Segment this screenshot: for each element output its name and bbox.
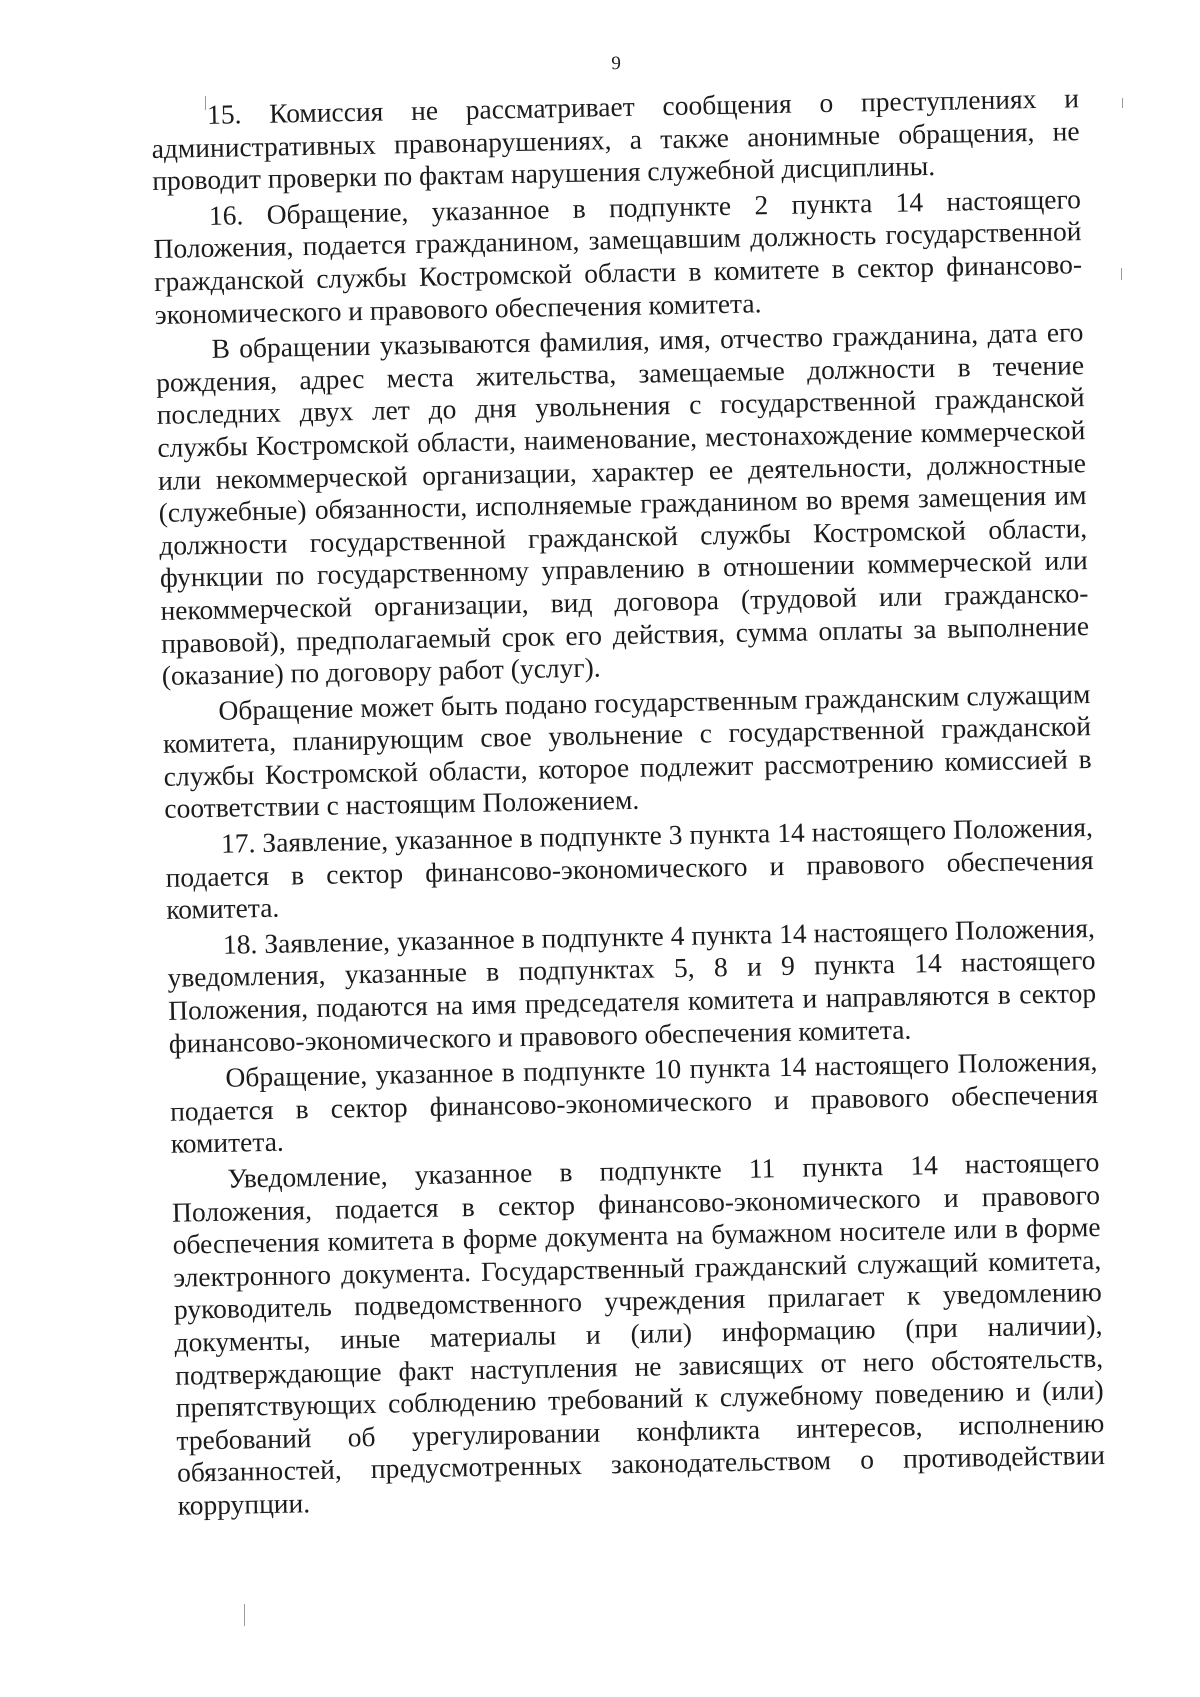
scan-artifact-mark bbox=[1121, 268, 1122, 280]
paragraph-18-appeal-subpoint-10: Обращение, указанное в подпункте 10 пункта 14 настоящего Положения, подается в сектор финансово-экономического и правового обеспечения комитета. bbox=[169, 1045, 1099, 1160]
page-number: 9 bbox=[611, 52, 622, 75]
paragraph-15: 15. Комиссия не рассматривает сообщения о преступлениях и административных правонарушениях, а также анонимные обращения, не проводит проверки по фактам нарушения служебной дисциплины. bbox=[151, 82, 1080, 197]
paragraph-16: 16. Обращение, указанное в подпункте 2 пункта 14 настоящего Положения, подается гражданином, замещавшим должность государственной гражданской службы Костромской области в комитете в сектор финансово-экономического и правового обеспечения комитета. bbox=[153, 182, 1083, 330]
paragraph-18-notice-subpoint-11: Уведомление, указанное в подпункте 11 пункта 14 настоящего Положения, подается в сектор финансово-экономического и правового обеспечения комитета в форме документа на бумажном носителе или в форме электронного документа. Государственный гражданский служащий комитета, руководитель подведомственного учреждения прилагает к уведомлению документы, иные материалы и (или) информацию (при наличии), подтверждающие факт наступления не зависящих от него обстоятельств, препятствующих соблюдению требований к служебному поведению и (или) требований об урегулировании конфликта интересов, исполнению обязанностей, предусмотренных законодательством о противодействии коррупции. bbox=[171, 1145, 1106, 1521]
paragraph-17: 17. Заявление, указанное в подпункте 3 пункта 14 настоящего Положения, подается в сектор финансово-экономического и правового обеспечения комитета. bbox=[165, 811, 1094, 926]
scan-artifact-mark bbox=[1122, 98, 1123, 108]
scan-artifact-mark bbox=[244, 1604, 245, 1626]
paragraph-16-appeal-by-employee: Обращение может быть подано государственным гражданским служащим комитета, планирующим свое увольнение с государственной гражданской службы Костромской области, которое подлежит рассмотрению комиссией в соответствии с настоящим Положением. bbox=[162, 677, 1092, 825]
paragraph-18: 18. Заявление, указанное в подпункте 4 пункта 14 настоящего Положения, уведомления, указанные в подпунктах 5, 8 и 9 пункта 14 настоящего Положения, подаются на имя председателя комитета и направляются в сектор финансово-экономического и правового обеспечения комитета. bbox=[167, 911, 1097, 1059]
page-content bbox=[150, 44, 1106, 1522]
paragraph-16-appeal-contents: В обращении указываются фамилия, имя, отчество гражданина, дата его рождения, адрес места жительства, замещаемые должности в течение последних двух лет до дня увольнения с государственной гражданской службы Костромской области, наименование, местонахождение коммерческой или некоммерческой организации, характер ее деятельности, должностные (служебные) обязанности, исполняемые гражданином во время замещения им должности государственной гражданской службы Костромской области, функции по государственному управлению в отношении коммерческой или некоммерческой организации, вид договора (трудовой или гражданско-правовой), предполагаемый срок его действия, сумма оплаты за выполнение (оказание) по договору работ (услуг). bbox=[155, 316, 1090, 691]
